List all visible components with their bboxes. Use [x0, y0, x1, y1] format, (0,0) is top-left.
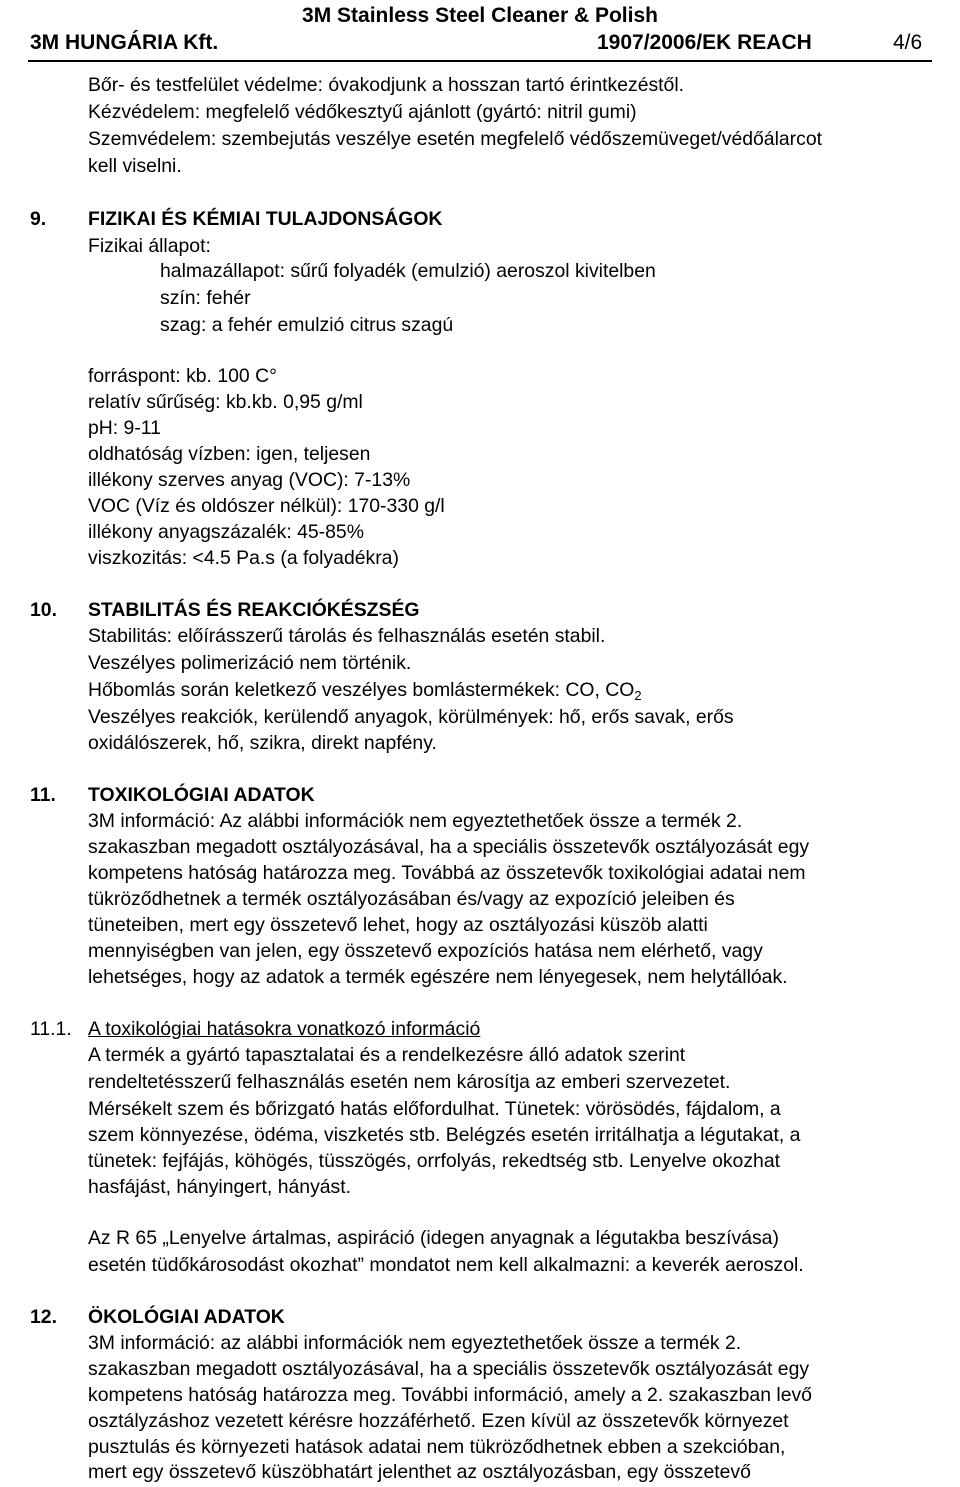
eco-line: osztályzáshoz vezetett kérésre hozzáférhető. Ezen kívül az összetevők környezet: [88, 1410, 789, 1432]
eco-line: szakaszban megadott osztályozásával, ha a speciális összetevők osztályozását egy: [88, 1358, 810, 1380]
tox-line: szakaszban megadott osztályozásával, ha a speciális összetevők osztályozását egy: [88, 836, 810, 858]
eco-line: pusztulás és környezeti hatások adatai nem tükröződhetnek ebben a szekcióban,: [88, 1436, 786, 1458]
section-12-number: 12.: [30, 1306, 57, 1328]
physical-line: szín: fehér: [160, 287, 251, 309]
section-12-title: ÖKOLÓGIAI ADATOK: [88, 1306, 285, 1328]
intro-line: kell viselni.: [88, 155, 182, 177]
stability-line: Veszélyes polimerizáció nem történik.: [88, 652, 412, 674]
tox-info-line: szem könnyezése, ödéma, viszketés stb. Belégzés esetén irritálhatja a légutakat, a: [88, 1124, 801, 1146]
section-10-number: 10.: [30, 599, 57, 621]
r65-line: esetén tüdőkárosodást okozhat” mondatot nem kell alkalmazni: a keverék aeroszol.: [88, 1254, 804, 1276]
section-11-title: TOXIKOLÓGIAI ADATOK: [88, 784, 315, 806]
section-9-number: 9.: [30, 208, 47, 230]
tox-line: mennyiségben van jelen, egy összetevő expozíciós hatása nem elérhető, vagy: [88, 940, 763, 962]
physical-line: halmazállapot: sűrű folyadék (emulzió) aeroszol kivitelben: [160, 260, 656, 282]
intro-line: Szemvédelem: szembejutás veszélye esetén megfelelő védőszemüveget/védőálarcot: [88, 128, 823, 150]
subscript: 2: [634, 688, 642, 703]
product-title: 3M Stainless Steel Cleaner & Polish: [302, 4, 658, 27]
stability-line: Stabilitás: előírásszerű tárolás és felhasználás esetén stabil.: [88, 625, 606, 647]
property-line: viszkozitás: <4.5 Pa.s (a folyadékra): [88, 547, 399, 569]
stability-line: Veszélyes reakciók, kerülendő anyagok, körülmények: hő, erős savak, erős: [88, 706, 734, 728]
property-line: forráspont: kb. 100 C°: [88, 365, 277, 387]
tox-line: tükröződhetnek a termék osztályozásában és/vagy az expozíció jeleiben és: [88, 888, 735, 910]
tox-line: lehetséges, hogy az adatok a termék egészére nem lényegesek, nem helytállóak.: [88, 966, 788, 988]
regulation-ref: 1907/2006/EK REACH: [597, 31, 812, 54]
intro-line: Bőr- és testfelület védelme: óvakodjunk a hosszan tartó érintkezéstől.: [88, 74, 685, 96]
r65-line: Az R 65 „Lenyelve ártalmas, aspiráció (idegen anyagnak a légutakba beszívása): [88, 1227, 779, 1249]
property-line: pH: 9-11: [88, 417, 161, 439]
tox-info-line: hasfájást, hányingert, hányást.: [88, 1176, 352, 1198]
property-line: VOC (Víz és oldószer nélkül): 170-330 g/l: [88, 495, 445, 517]
section-9-title: FIZIKAI ÉS KÉMIAI TULAJDONSÁGOK: [88, 208, 443, 230]
company-name: 3M HUNGÁRIA Kft.: [30, 31, 219, 54]
tox-info-line: tünetek: fejfájás, köhögés, tüsszögés, orrfolyás, rekedtség stb. Lenyelve okozhat: [88, 1150, 780, 1172]
property-line: relatív sűrűség: kb.kb. 0,95 g/ml: [88, 391, 363, 413]
eco-line: 3M információ: az alábbi információk nem egyeztethetőek össze a termék 2.: [88, 1332, 742, 1354]
tox-line: 3M információ: Az alábbi információk nem egyeztethetőek össze a termék 2.: [88, 810, 743, 832]
section-10-title: STABILITÁS ÉS REAKCIÓKÉSZSÉG: [88, 599, 420, 621]
property-line: oldhatóság vízben: igen, teljesen: [88, 443, 371, 465]
section-11-1-number: 11.1.: [30, 1018, 72, 1040]
decomposition-text: Hőbomlás során keletkező veszélyes bomlástermékek: CO, CO: [88, 679, 635, 701]
tox-info-line: rendeltetésszerű felhasználás esetén nem károsítja az emberi szervezetet.: [88, 1071, 731, 1093]
tox-line: kompetens hatóság határozza meg. Továbbá az összetevők toxikológiai adatai nem: [88, 862, 806, 884]
section-11-number: 11.: [30, 784, 56, 806]
tox-info-line: A termék a gyártó tapasztalatai és a rendelkezésre álló adatok szerint: [88, 1044, 686, 1066]
header-divider: [28, 60, 932, 62]
tox-info-line: Mérsékelt szem és bőrizgató hatás előfordulhat. Tünetek: vörösödés, fájdalom, a: [88, 1098, 781, 1120]
page-number: 4/6: [893, 31, 923, 54]
decomposition-line: [88, 677, 642, 704]
physical-line: szag: a fehér emulzió citrus szagú: [160, 314, 454, 336]
stability-line: oxidálószerek, hő, szikra, direkt napfény.: [88, 732, 437, 754]
property-line: illékony anyagszázalék: 45-85%: [88, 521, 364, 543]
eco-line: mert egy összetevő küszöbhatárt jelenthet az osztályozásban, egy összetevő: [88, 1461, 751, 1483]
tox-line: tüneteiben, mert egy összetevő lehet, hogy az osztályozási küszöb alatti: [88, 914, 708, 936]
page-header: [0, 0, 960, 66]
intro-line: Kézvédelem: megfelelő védőkesztyű ajánlott (gyártó: nitril gumi): [88, 101, 637, 123]
section-11-1-title: A toxikológiai hatásokra vonatkozó információ: [88, 1018, 481, 1040]
property-line: illékony szerves anyag (VOC): 7-13%: [88, 469, 411, 491]
physical-state-label: Fizikai állapot:: [88, 235, 211, 257]
eco-line: kompetens hatóság határozza meg. További információ, amely a 2. szakaszban levő: [88, 1384, 812, 1406]
